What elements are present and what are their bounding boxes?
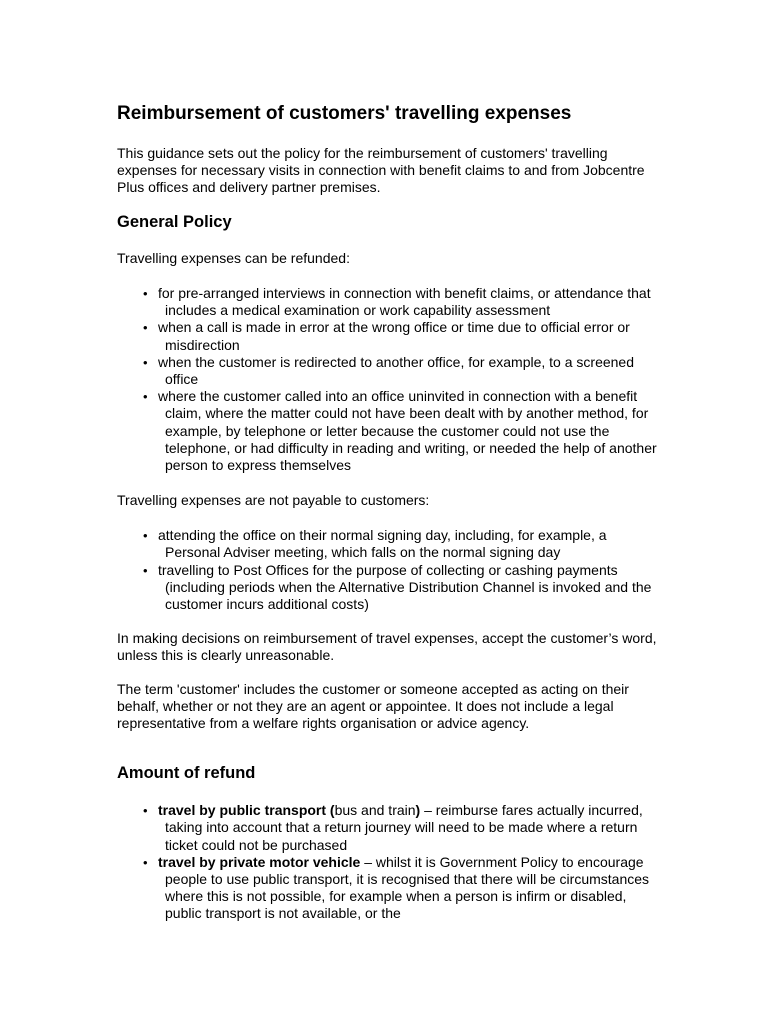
list-item: • attending the office on their normal signing day, including, for example, a Personal Adviser meeting, which falls on the normal signing day (143, 527, 607, 561)
bullet-icon: • (143, 354, 148, 370)
bullet-icon: • (143, 320, 148, 336)
list-item: • travelling to Post Offices for the purpose of collecting or cashing payments (including periods when the Alternative Distribution Channel is invoked and the customer incurs additional costs) (143, 561, 652, 613)
not-payable-intro: Travelling expenses are not payable to customers: (117, 492, 430, 509)
intro-paragraph: This guidance sets out the policy for the reimbursement of customers' travelling expenses for necessary visits in connection with benefit claims to and from Jobcentre Plus offices and delivery partner premises. (117, 145, 645, 195)
bullet-icon: • (143, 286, 148, 301)
list-item: • travel by private motor vehicle – whilst it is Government Policy to encourage people to use public transport, it is recognised that there will be circumstances where this is not possible, for example when a person is infirm or disabled, public transport is not available, or the (143, 853, 650, 922)
bullet-icon: • (143, 389, 148, 405)
can-refund-intro: Travelling expenses can be refunded: (117, 250, 350, 266)
amount-of-refund-heading: Amount of refund (117, 764, 256, 783)
document-content (117, 101, 662, 923)
bullet-icon: • (143, 803, 148, 819)
bullet-icon: • (143, 854, 148, 870)
amount-of-refund-list (117, 802, 662, 922)
list-item: • where the customer called into an office uninvited in connection with a benefit claim, where the matter could not have been dealt with by another method, for example, by telephone or letter because the customer could not use the telephone, or had difficulty in reading and writing, or needed the help of another person to express themselves (143, 388, 657, 474)
term-customer-paragraph: The term 'customer' includes the customer or someone accepted as acting on their behalf, whether or not they are an agent or appointee. It does not include a legal representative from a welfare rights organisation or advice agency. (117, 681, 629, 732)
not-payable-list (117, 527, 662, 613)
list-item: • when the customer is redirected to another office, for example, to a screened office (143, 353, 634, 388)
list-item: • for pre-arranged interviews in connection with benefit claims, or attendance that includes a medical examination or work capability assessment (143, 285, 651, 319)
making-decisions-paragraph: In making decisions on reimbursement of travel expenses, accept the customer’s word, unless this is clearly unreasonable. (117, 630, 657, 664)
general-policy-heading: General Policy (117, 213, 232, 231)
can-refund-list (117, 285, 662, 474)
bullet-icon: • (143, 528, 148, 544)
document-title: Reimbursement of customers' travelling expenses (117, 103, 572, 124)
list-item: • when a call is made in error at the wrong office or time due to official error or misdirection (143, 319, 630, 353)
bullet-icon: • (143, 562, 148, 578)
list-item: • travel by public transport (bus and train) – reimburse fares actually incurred, taking into account that a return journey will need to be made where a return ticket could not be purchased (143, 802, 643, 853)
